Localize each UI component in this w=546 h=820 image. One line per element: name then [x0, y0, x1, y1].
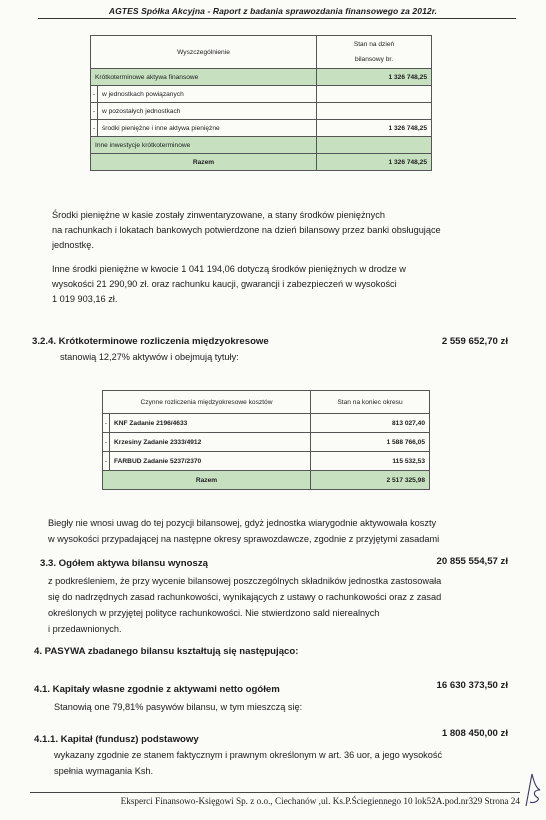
table-row: [91, 103, 432, 120]
row-dash: -: [103, 452, 110, 471]
running-header: AGTES Spółka Akcyjna - Raport z badania sprawozdania finansowego za 2012r.: [108, 6, 438, 16]
share-capital-paragraph-line: wykazany zgodnie ze stanem faktycznym i prawnym określonym w art. 36 uor, a jego wysokość: [54, 750, 443, 760]
assets-paragraph-line: się do nadrzędnych zasad rachunkowości, wynikających z ustawy o rachunkowości oraz z zasad: [48, 592, 442, 602]
table-row: [91, 86, 432, 103]
row-label: w jednostkach powiązanych: [98, 86, 317, 103]
row-value: 115 532,53: [311, 452, 430, 471]
section-heading-4-1-1: 4.1.1. Kapitał (fundusz) podstawowy: [34, 734, 199, 745]
column-header-balance-line1: Stan na dzień: [353, 41, 395, 48]
total-value: 2 517 325,98: [311, 471, 430, 490]
short-term-financial-assets-table: [90, 35, 432, 171]
section-amount-3-3: 20 855 554,57 zł: [436, 556, 508, 567]
section-heading-4: 4. PASYWA zbadanego bilansu kształtują się następująco:: [34, 646, 299, 657]
table-row: [103, 414, 430, 433]
handwritten-initials: [522, 768, 544, 810]
section-subtext-4-1: Stanowią one 79,81% pasywów bilansu, w tym mieszczą się:: [54, 702, 303, 712]
assets-paragraph-line: określonych w przyjętej polityce rachunkowości. Nie stwierdzono sald nierealnych: [48, 608, 380, 618]
cash-paragraph-line: 1 019 903,16 zł.: [52, 294, 118, 304]
auditor-paragraph-line: Biegły nie wnosi uwag do tej pozycji bilansowej, gdyż jednostka wiarygodnie aktywowała koszty: [48, 518, 437, 528]
section-heading-3-2-4: 3.2.4. Krótkoterminowe rozliczenia międzyokresowe: [32, 336, 269, 347]
row-label: KNF Zadanie 2196/4633: [110, 414, 311, 433]
row-label: Krótkoterminowe aktywa finansowe: [91, 69, 317, 86]
row-dash: -: [91, 86, 98, 103]
column-header-balance: [317, 36, 432, 69]
section-subtext-3-2-4: stanowią 12,27% aktywów i obejmują tytuły:: [60, 352, 239, 362]
row-value: 1 588 766,05: [311, 433, 430, 452]
row-value: 1 326 748,25: [317, 120, 432, 137]
section-amount-4-1: 16 630 373,50 zł: [436, 680, 508, 691]
column-header-item: Czynne rozliczenia międzyokresowe kosztów: [103, 391, 311, 414]
row-dash: -: [103, 414, 110, 433]
table-row: [103, 433, 430, 452]
page-footer: Eksperci Finansowo-Księgowi Sp. z o.o., Ciechanów ,ul. Ks.P.Ściegiennego 10 lok52A.pod.nr329 Strona 24: [120, 796, 520, 806]
table-row: [91, 69, 432, 86]
cash-paragraph-line: Środki pieniężne w kasie zostały zinwentaryzowane, a stany środków pieniężnych: [52, 210, 385, 220]
prepaid-expenses-table: [102, 390, 430, 490]
cash-paragraph-line: jednostkę.: [52, 240, 94, 250]
table-total-row: [91, 154, 432, 171]
table-row: [103, 452, 430, 471]
total-label: Razem: [91, 154, 317, 171]
cash-paragraph-line: Inne środki pieniężne w kwocie 1 041 194,06 dotyczą środków pieniężnych w drodze w: [52, 264, 406, 274]
table-row: [91, 137, 432, 154]
row-label: Krzesiny Zadanie 2333/4912: [110, 433, 311, 452]
table-row: [91, 120, 432, 137]
row-value: 813 027,40: [311, 414, 430, 433]
row-value: 1 326 748,25: [317, 69, 432, 86]
row-dash: -: [91, 120, 98, 137]
row-value: [317, 137, 432, 154]
total-value: 1 326 748,25: [317, 154, 432, 171]
row-label: w pozostałych jednostkach: [98, 103, 317, 120]
auditor-paragraph-line: w wysokości przypadającej na następne okresy sprawozdawcze, zgodnie z przyjętymi zasadami: [48, 534, 440, 544]
table-header-row: [103, 391, 430, 414]
column-header-item: Wyszczególnienie: [91, 36, 317, 69]
share-capital-paragraph-line: spełnia wymagania Ksh.: [54, 766, 154, 776]
row-label: środki pieniężne i inne aktywa pieniężne: [98, 120, 317, 137]
table-total-row: [103, 471, 430, 490]
section-amount-3-2-4: 2 559 652,70 zł: [441, 336, 508, 347]
row-label: FARBUD Zadanie 5237/2370: [110, 452, 311, 471]
row-label: Inne inwestycje krótkoterminowe: [91, 137, 317, 154]
table-header-row: [91, 36, 432, 69]
section-heading-4-1: 4.1. Kapitały własne zgodnie z aktywami netto ogółem: [34, 684, 280, 695]
section-amount-4-1-1: 1 808 450,00 zł: [441, 728, 508, 739]
header-rule: [38, 18, 516, 19]
assets-paragraph-line: z podkreśleniem, że przy wycenie bilansowej poszczególnych składników jednostka zastosowała: [48, 576, 442, 586]
row-dash: -: [91, 103, 98, 120]
cash-paragraph-line: na rachunkach i lokatach bankowych potwierdzone na dzień bilansowy przez banki obsługujące: [52, 225, 441, 235]
total-label: Razem: [103, 471, 311, 490]
column-header-balance-line2: bilansowy br.: [354, 56, 394, 63]
cash-paragraph-line: wysokości 21 290,90 zł. oraz rachunku kaucji, gwarancji i zabezpieczeń w wysokości: [52, 279, 397, 289]
assets-paragraph-line: i przedawnionych.: [48, 624, 122, 634]
row-value: [317, 103, 432, 120]
row-dash: -: [103, 433, 110, 452]
section-heading-3-3: 3.3. Ogółem aktywa bilansu wynoszą: [40, 558, 208, 569]
footer-rule: [30, 792, 520, 793]
row-value: [317, 86, 432, 103]
column-header-period-end: Stan na koniec okresu: [311, 391, 430, 414]
